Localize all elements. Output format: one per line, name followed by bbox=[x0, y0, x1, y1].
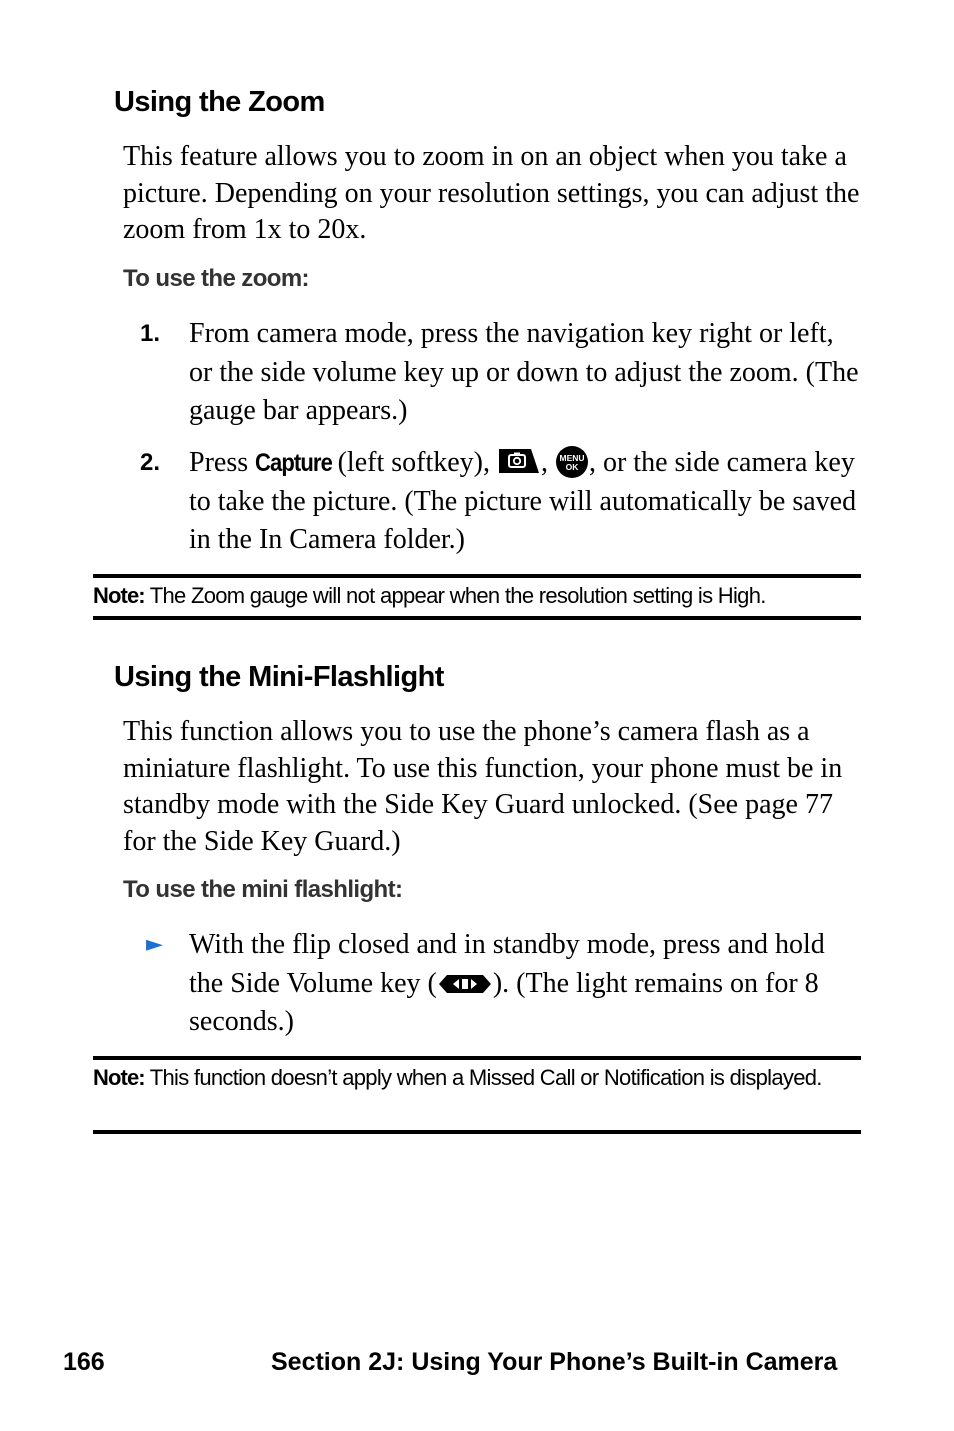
step-number: 2. bbox=[140, 449, 161, 476]
step-text: From camera mode, press the navigation key right or left, or the side volume key up or down to adjust the zoom. (The gauge bar appears.) bbox=[189, 318, 859, 426]
flashlight-heading: Using the Mini-Flashlight bbox=[114, 661, 444, 693]
bullet-text-part: ). (The light remains on for 8 seconds.) bbox=[189, 967, 819, 1037]
zoom-heading: Using the Zoom bbox=[114, 86, 325, 118]
step-number: 1. bbox=[140, 320, 161, 347]
side-volume-key-icon bbox=[437, 968, 493, 990]
note-label: Note: bbox=[93, 583, 145, 608]
bullet-arrow-icon: ► bbox=[146, 932, 163, 957]
capture-softkey-label: Capture bbox=[255, 449, 333, 477]
step-text-part: Press bbox=[189, 447, 256, 478]
step-text-part: (left softkey), bbox=[330, 447, 497, 478]
note-top-rule bbox=[93, 1056, 861, 1060]
flashlight-subheading: To use the mini flashlight: bbox=[123, 876, 403, 903]
camera-key-icon bbox=[497, 447, 541, 475]
ok-icon-text: OK bbox=[565, 462, 579, 472]
note-bottom-rule bbox=[93, 1130, 861, 1134]
note-text: The Zoom gauge will not appear when the resolution setting is High. bbox=[144, 583, 766, 608]
flashlight-note bbox=[93, 1061, 863, 1095]
step-text-part: , bbox=[540, 447, 548, 478]
section-title: Section 2J: Using Your Phone’s Built-in Camera bbox=[271, 1348, 838, 1376]
menu-icon-text: MENU bbox=[559, 453, 585, 463]
note-bottom-rule bbox=[93, 616, 861, 620]
zoom-intro: This feature allows you to zoom in on an object when you take a picture. Depending on your resolution settings, you can adjust the zoom from 1x to 20x. bbox=[123, 141, 860, 245]
note-top-rule bbox=[93, 574, 861, 578]
note-text: This function doesn’t apply when a Missed Call or Notification is displayed. bbox=[144, 1065, 822, 1090]
page-number: 166 bbox=[63, 1348, 105, 1376]
zoom-note bbox=[93, 579, 863, 613]
bullet-text bbox=[189, 926, 859, 1042]
step-text-part: , or the side camera key to take the picture. (The picture will automatically be saved in the In Camera folder.) bbox=[189, 447, 857, 555]
menu-ok-key-icon bbox=[555, 445, 589, 479]
bullet-text-part: With the flip closed and in standby mode, press and hold the Side Volume key ( bbox=[189, 929, 825, 999]
flashlight-intro: This function allows you to use the phone’s camera flash as a miniature flashlight. To use this function, your phone must be in standby mode with the Side Key Guard unlocked. (See page 77 for the Side Key Guard.) bbox=[123, 716, 843, 857]
step-text bbox=[189, 444, 859, 560]
zoom-subheading: To use the zoom: bbox=[123, 265, 309, 292]
note-label: Note: bbox=[93, 1065, 145, 1090]
